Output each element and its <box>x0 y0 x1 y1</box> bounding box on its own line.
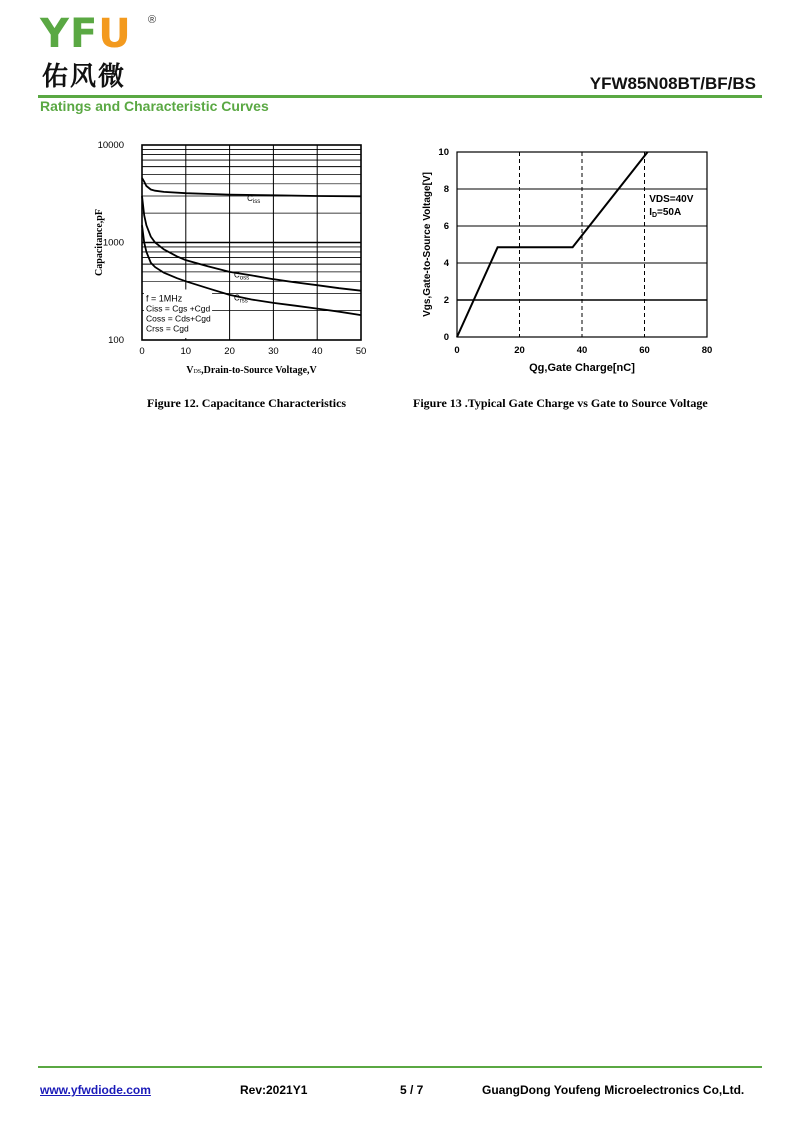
registered-mark: ® <box>148 14 157 26</box>
x-tick-label: 20 <box>224 346 235 357</box>
annotation-formula: Crss = Cgd <box>146 323 189 334</box>
series-label-coss: $C_{oss}$ <box>233 270 250 282</box>
y-tick-label: 10000 <box>97 140 124 151</box>
y-tick-label: 1000 <box>102 237 124 249</box>
y-tick-label: 0 <box>443 332 449 343</box>
annotation-formula: Ciss = Cgs +Cgd <box>146 303 211 314</box>
annotation-frequency: f = 1MHz <box>146 293 183 304</box>
series-label-crss: $C_{rss}$ <box>233 293 248 305</box>
y-axis-label: Capacitance,pF <box>94 209 105 276</box>
x-tick-label: 0 <box>139 346 145 357</box>
figure-13-caption: Figure 13 .Typical Gate Charge vs Gate to Source Voltage <box>413 396 708 410</box>
section-title: Ratings and Characteristic Curves <box>40 98 269 114</box>
part-number: YFW85N08BT/BF/BS <box>589 74 756 93</box>
y-tick-label: 2 <box>443 295 449 306</box>
footer-company: GuangDong Youfeng Microelectronics Co,Ltd. <box>482 1083 745 1097</box>
y-tick-label: 8 <box>443 184 449 195</box>
footer-website <box>40 1083 151 1097</box>
y-tick-label: 6 <box>443 221 449 232</box>
x-axis-label: Qg,Gate Charge[nC] <box>529 362 635 374</box>
footer-revision: Rev:2021Y1 <box>240 1083 308 1097</box>
y-tick-label: 10 <box>438 147 449 158</box>
x-tick-label: 60 <box>639 345 650 356</box>
x-tick-label: 20 <box>514 345 525 356</box>
x-tick-label: 40 <box>311 346 323 357</box>
capacitance-chart-svg <box>88 135 378 385</box>
figure-12-caption: Figure 12. Capacitance Characteristics <box>147 396 347 410</box>
annotation-formula: Coss = Cds+Cgd <box>146 313 211 324</box>
website-link[interactable]: www.yfwdiode.com <box>40 1083 151 1097</box>
y-tick-label: 100 <box>108 335 124 346</box>
company-logo <box>40 12 160 92</box>
x-tick-label: 50 <box>355 346 367 357</box>
series-line-vgs <box>457 152 648 337</box>
x-tick-label: 30 <box>268 346 279 357</box>
logo-chinese-name: 佑风微 <box>42 62 127 92</box>
x-tick-label: 40 <box>576 345 588 356</box>
x-tick-label: 80 <box>701 345 713 356</box>
footer-page-number: 5 / 7 <box>400 1083 424 1097</box>
x-tick-label: 0 <box>454 345 460 356</box>
series-label-ciss: $C_{iss}$ <box>247 194 261 206</box>
gate-charge-chart <box>416 140 726 380</box>
logo-wordmark: YFU <box>40 11 132 57</box>
gate-charge-chart-svg <box>416 140 726 380</box>
y-tick-label: 4 <box>443 258 449 269</box>
annotation-vds: VDS=40V <box>649 193 694 205</box>
annotation-id: $I_D=50A$ <box>649 206 682 219</box>
x-axis-label: VDS,Drain-to-Source Voltage,V <box>186 365 317 376</box>
capacitance-chart <box>88 135 378 385</box>
y-axis-label: Vgs,Gate-to-Source Voltage[V] <box>422 172 433 317</box>
x-tick-label: 10 <box>180 346 192 357</box>
footer-divider <box>38 1066 762 1068</box>
